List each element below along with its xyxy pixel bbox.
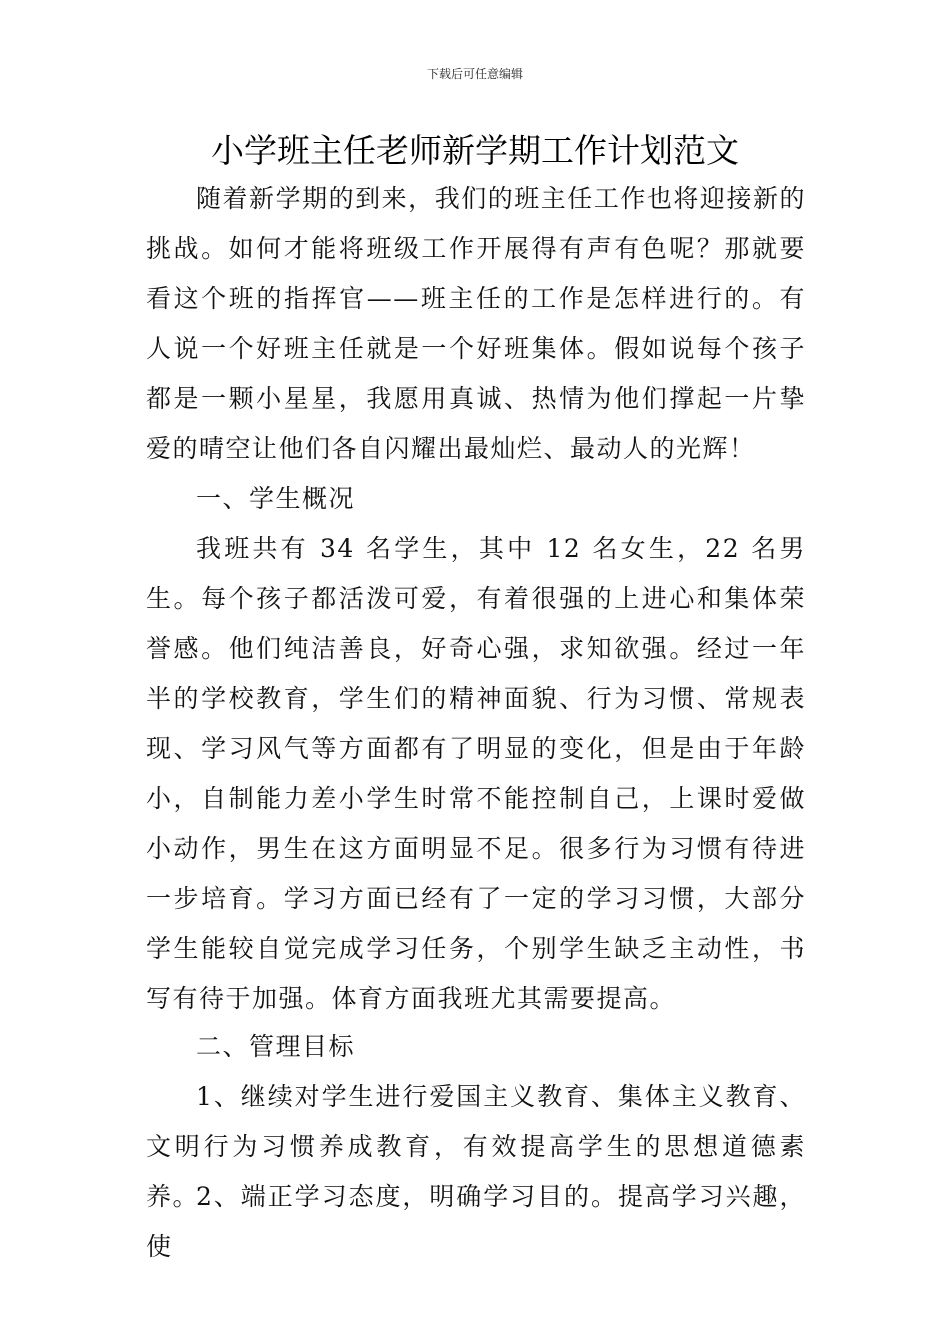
document-title: 小学班主任老师新学期工作计划范文 [211, 131, 739, 170]
intro-paragraph: 随着新学期的到来，我们的班主任工作也将迎接新的挑战。如何才能将班级工作开展得有声有色呢？那就要看这个班的指挥官——班主任的工作是怎样进行的。有人说一个好班主任就是一个好班集体。假如说每个孩子都是一颗小星星，我愿用真诚、热情为他们撑起一片挚爱的晴空让他们各自闪耀出最灿烂、最动人的光辉！ [146, 184, 806, 463]
section-heading-student-overview: 一、学生概况 [196, 484, 356, 513]
student-overview-paragraph: 我班共有 34 名学生，其中 12 名女生，22 名男生。每个孩子都活泼可爱，有着很强的上进心和集体荣誉感。他们纯洁善良，好奇心强，求知欲强。经过一年半的学校教育，学生们的精神面貌、行为习惯、常规表现、学习风气等方面都有了明显的变化，但是由于年龄小，自制能力差小学生时常不能控制自己，上课时爱做小动作，男生在这方面明显不足。很多行为习惯有待进一步培育。学习方面已经有了一定的学习习惯，大部分学生能较自觉完成学习任务，个别学生缺乏主动性，书写有待于加强。体育方面我班尤其需要提高。 [146, 534, 806, 1013]
section-heading-management-goals: 二、管理目标 [196, 1032, 356, 1061]
goal-item-2: 2、端正学习态度，明确学习目的。提高学习兴趣，使 [146, 1182, 806, 1261]
goal-item-1: 1、继续对学生进行爱国主义教育、集体主义教育、文明行为习惯养成教育，有效提高学生的思想道德素养。 [146, 1082, 806, 1211]
header-note: 下载后可任意编辑 [426, 67, 523, 81]
